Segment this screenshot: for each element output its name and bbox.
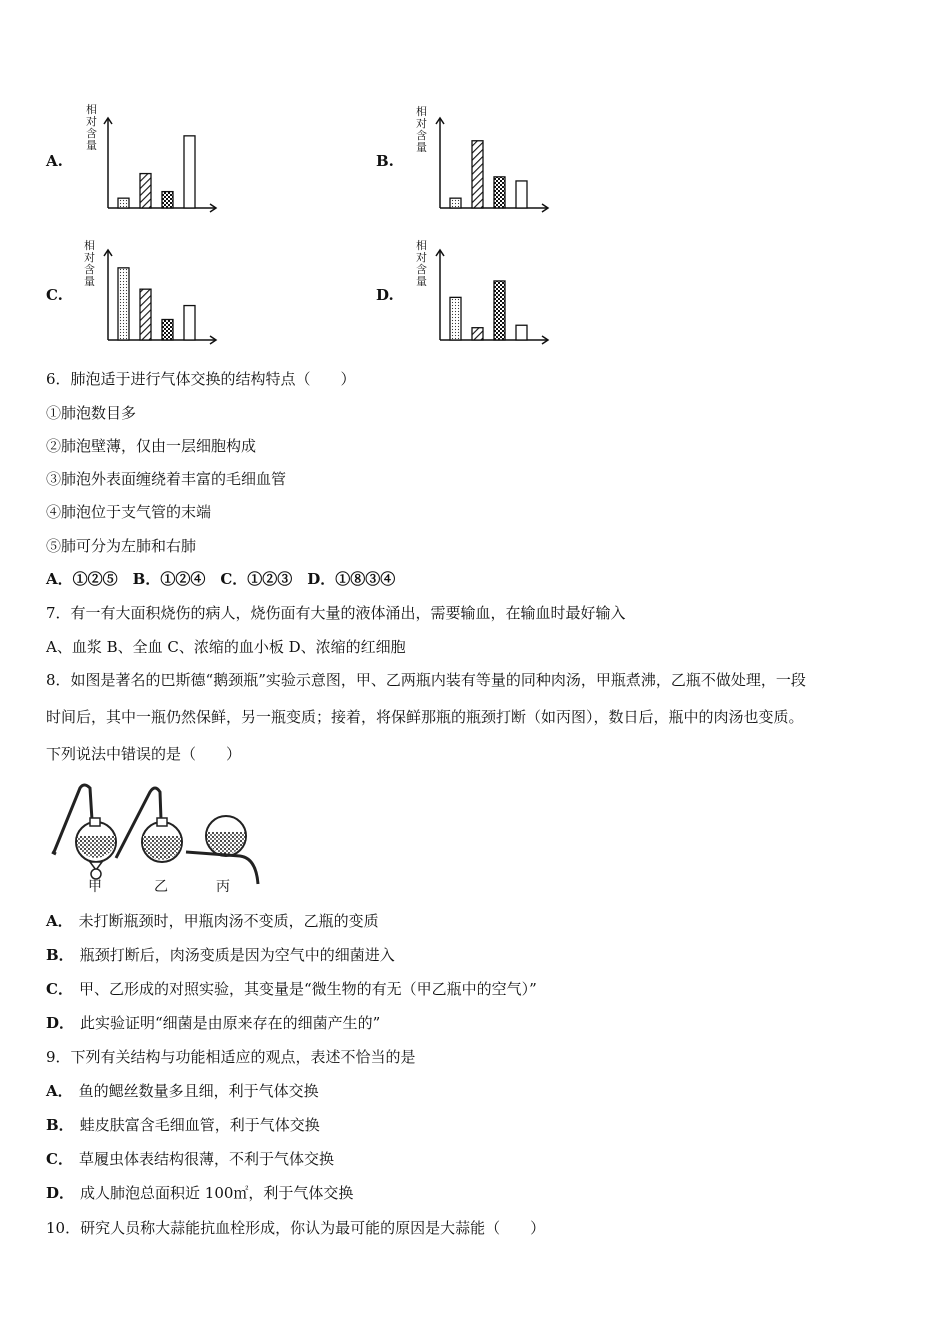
q9-option-letter: B． xyxy=(46,1116,74,1134)
figure-label-bing: 丙 xyxy=(216,879,230,895)
q6-item-1: ①肺泡数目多 xyxy=(46,404,137,422)
q9-option-text: 蛙皮肤富含毛细血管，利于气体交换 xyxy=(79,1116,320,1134)
bar-plain xyxy=(516,181,527,208)
q6-item-4: ④肺泡位于支气管的末端 xyxy=(46,503,212,521)
swan-neck-flask-figure xyxy=(44,780,274,895)
q6-stem: 6．肺泡适于进行气体交换的结构特点（ ） xyxy=(46,370,356,388)
bar-dotted xyxy=(118,198,129,208)
q9-option-a xyxy=(46,1081,319,1101)
chart-y-label: 相对含量 xyxy=(84,239,95,288)
q8-option-text: 未打断瓶颈时，甲瓶肉汤不变质，乙瓶的变质 xyxy=(78,912,379,930)
chart-panel-a xyxy=(44,100,234,220)
q9-option-d xyxy=(46,1183,353,1203)
q6-options: A．①②⑤ B．①②④ C．①②③ D．①⑧③④ xyxy=(46,570,396,588)
q8-option-text: 瓶颈打断后，肉汤变质是因为空气中的细菌进入 xyxy=(79,946,395,964)
q6-item-3: ③肺泡外表面缠绕着丰富的毛细血管 xyxy=(46,470,287,488)
q8-option-b xyxy=(46,945,395,965)
bar-dotted xyxy=(450,297,461,340)
q8-option-c xyxy=(46,979,537,999)
bar-hatched xyxy=(140,174,151,208)
q8-option-letter: D． xyxy=(46,1014,75,1032)
bar-hatched xyxy=(472,328,483,340)
bar-chart-c xyxy=(44,232,234,352)
q7-stem: 7．有一有大面积烧伤的病人，烧伤面有大量的液体涌出，需要输血，在输血时最好输入 xyxy=(46,604,626,622)
q9-option-text: 成人肺泡总面积近 100㎡，利于气体交换 xyxy=(80,1184,354,1202)
q9-option-letter: D． xyxy=(46,1184,75,1202)
figure-label-yi: 乙 xyxy=(154,879,168,895)
q8-option-text: 甲、乙形成的对照实验，其变量是“微生物的有无（甲乙瓶中的空气）” xyxy=(78,980,537,998)
q8-stem-line-3: 下列说法中错误的是（ ） xyxy=(46,745,242,763)
q8-option-text: 此实验证明“细菌是由原来存在的细菌产生的” xyxy=(80,1014,381,1032)
q10-stem: 10．研究人员称大蒜能抗血栓形成，你认为最可能的原因是大蒜能（ ） xyxy=(46,1219,546,1237)
q9-option-letter: C． xyxy=(46,1150,73,1168)
bar-dotted xyxy=(118,268,129,340)
bar-plain xyxy=(184,136,195,208)
q8-option-letter: C． xyxy=(46,980,73,998)
chart-y-label: 相对含量 xyxy=(86,103,97,152)
bar-hatched xyxy=(472,141,483,208)
q9-option-text: 草履虫体表结构很薄，不利于气体交换 xyxy=(78,1150,334,1168)
q8-option-letter: A． xyxy=(46,912,73,930)
bar-chart-a xyxy=(44,100,234,220)
bar-plain xyxy=(516,325,527,340)
chart-label-a: A. xyxy=(46,152,63,170)
bar-checked xyxy=(494,177,505,208)
q8-option-d xyxy=(46,1013,380,1033)
bar-dotted xyxy=(450,198,461,208)
q8-option-letter: B． xyxy=(46,946,74,964)
q9-option-text: 鱼的鳃丝数量多且细，利于气体交换 xyxy=(78,1082,319,1100)
chart-label-c: C. xyxy=(46,286,63,304)
chart-y-label: 相对含量 xyxy=(416,239,427,288)
bar-checked xyxy=(162,192,173,208)
bar-chart-d xyxy=(376,232,566,352)
bar-hatched xyxy=(140,289,151,340)
chart-label-b: B. xyxy=(376,152,394,170)
q8-option-a xyxy=(46,911,379,931)
q7-options: A、血浆 B、全血 C、浓缩的血小板 D、浓缩的红细胞 xyxy=(46,638,406,656)
q9-option-b xyxy=(46,1115,320,1135)
bar-checked xyxy=(494,281,505,340)
bar-plain xyxy=(184,306,195,340)
chart-y-label: 相对含量 xyxy=(416,105,427,154)
chart-panel-b xyxy=(376,100,566,220)
q8-stem-line-2: 时间后，其中一瓶仍然保鲜，另一瓶变质；接着，将保鲜那瓶的瓶颈打断（如丙图），数日后，瓶中的肉汤也变质。 xyxy=(46,708,804,726)
chart-panel-c xyxy=(44,232,234,352)
q6-item-5: ⑤肺可分为左肺和右肺 xyxy=(46,537,197,555)
q6-item-2: ②肺泡壁薄，仅由一层细胞构成 xyxy=(46,437,257,455)
chart-label-d: D. xyxy=(376,286,394,304)
q9-option-letter: A． xyxy=(46,1082,73,1100)
bar-checked xyxy=(162,320,173,341)
chart-panel-d xyxy=(376,232,566,352)
q9-stem: 9．下列有关结构与功能相适应的观点，表述不恰当的是 xyxy=(46,1048,416,1066)
q8-stem-line-1: 8．如图是著名的巴斯德“鹅颈瓶”实验示意图，甲、乙两瓶内装有等量的同种肉汤，甲瓶煮沸，乙瓶不做处理，一段 xyxy=(46,671,806,689)
q9-option-c xyxy=(46,1149,334,1169)
bar-chart-b xyxy=(376,100,566,220)
figure-label-jia: 甲 xyxy=(88,879,102,895)
